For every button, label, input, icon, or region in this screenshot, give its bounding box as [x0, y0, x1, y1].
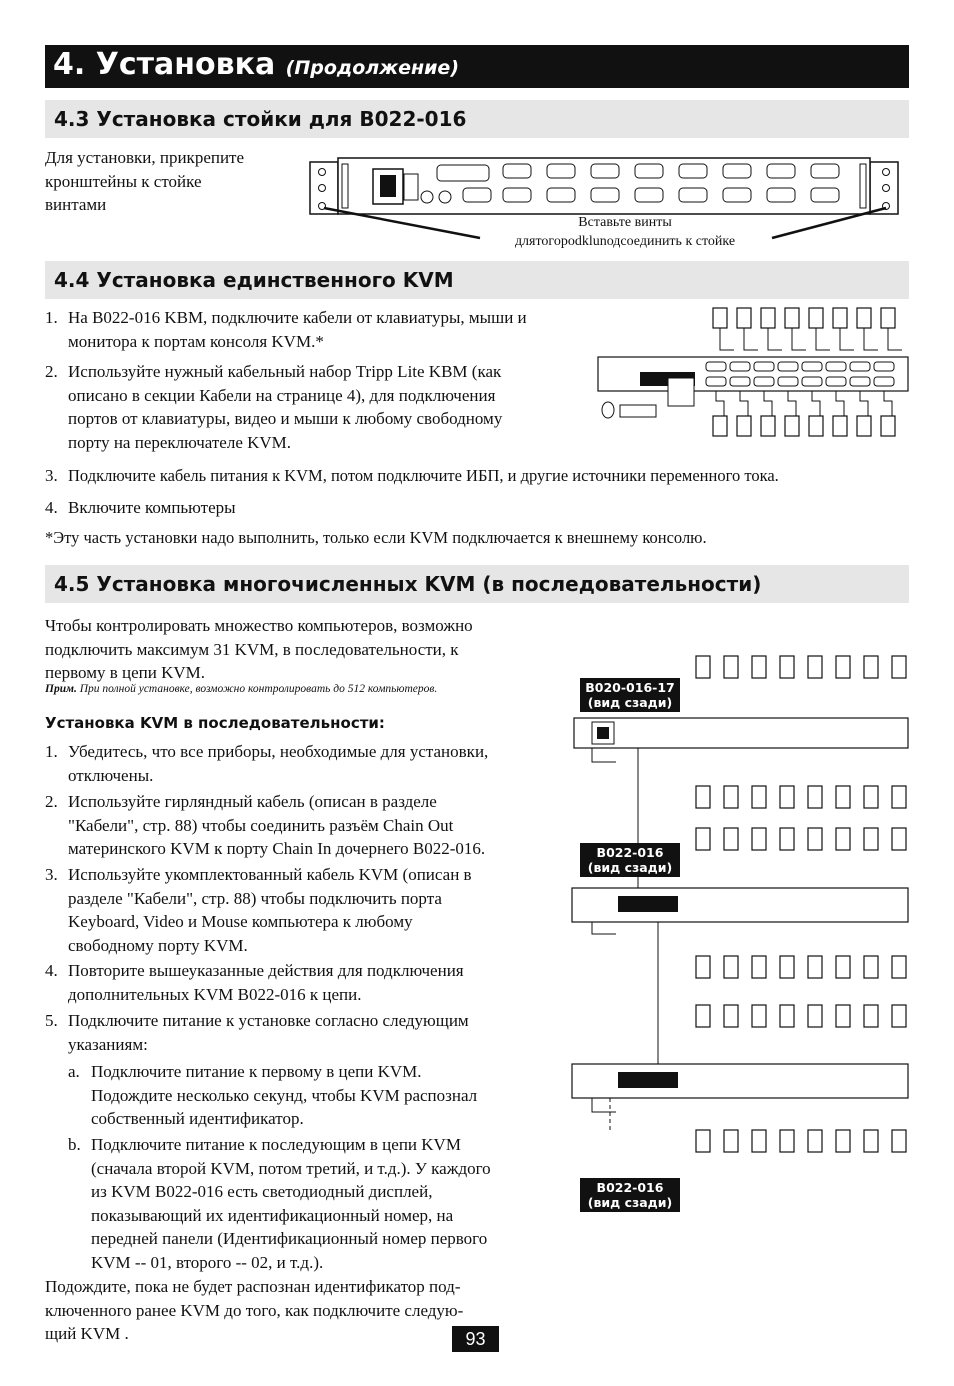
device-label-third: B022-016 (вид сзади): [580, 1178, 680, 1212]
section-4-4-heading: 4.4 Установка единственного KVM: [45, 261, 909, 299]
single-footnote: *Эту часть установки надо выполнить, только если KVM подключается к внешнему консолю.: [45, 528, 707, 547]
cascade-subtitle: Установка KVM в последовательности:: [45, 714, 385, 732]
rack-screw-callout: Вставьте винты длятогоpodklunодсоединить к стойке: [514, 215, 736, 249]
device-label-second: B022-016 (вид сзади): [580, 843, 680, 877]
cascade-note: Прим. При полной установке, возможно контролировать до 512 компьютеров.: [45, 683, 438, 695]
device-label-main: B020-016-17 (вид сзади): [580, 678, 680, 712]
cascade-kvm-diagram: [570, 650, 915, 1220]
rack-instructions: Для установки, прикрепите кронштейны к стойке винтами: [45, 148, 245, 214]
section-4-3-heading: 4.3 Установка стойки для B022-016: [45, 100, 909, 138]
single-kvm-diagram: [590, 300, 915, 440]
page-number: 93: [452, 1326, 499, 1352]
chapter-subtitle: (Продолжение): [285, 57, 459, 79]
chapter-title: 4. Установка: [53, 47, 276, 82]
cascade-intro: Чтобы контролировать множество компьютеров, возможно подключить максимум 31 KVM, в последовательности, к первому в цепи KVM.: [45, 616, 473, 682]
section-4-5-heading: 4.5 Установка многочисленных KVM (в последовательности): [45, 565, 909, 603]
cascade-outro: Подождите, пока не будет распознан идентификатор под- ключенного ранее KVM до того, как подключите следую- щий KVM .: [45, 1277, 464, 1343]
chapter-header: [45, 45, 909, 88]
